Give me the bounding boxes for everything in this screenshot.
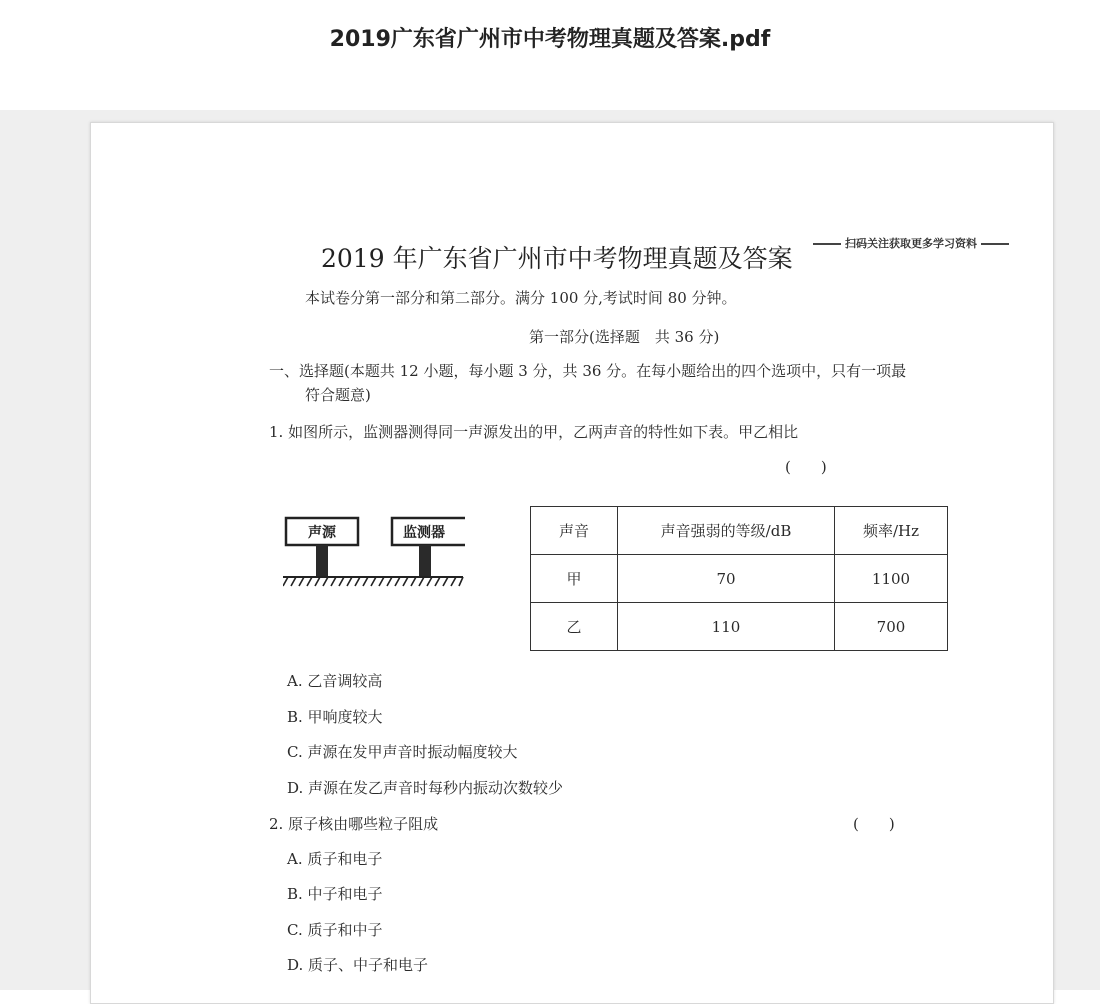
title-bar bbox=[0, 0, 1100, 110]
watermark: 扫码关注获取更多学习资料 bbox=[809, 235, 1013, 251]
part-heading: 第一部分(选择题 共 36 分) bbox=[529, 328, 720, 346]
document-title: 2019广东省广州市中考物理真题及答案.pdf bbox=[329, 27, 771, 52]
monitor-label: 监测器 bbox=[403, 525, 445, 541]
table-cell: 甲 bbox=[531, 555, 618, 603]
section-instructions-line1: 一、选择题(本题共 12 小题，每小题 3 分，共 36 分。在每小题给出的四个选项中，只有一项最 bbox=[269, 362, 907, 380]
table-cell: 70 bbox=[618, 555, 835, 603]
question-2-stem: 2. 原子核由哪些粒子阻成 bbox=[269, 815, 439, 833]
question-2-option-a: A. 质子和电子 bbox=[287, 850, 383, 868]
question-2-option-d: D. 质子、中子和电子 bbox=[287, 956, 429, 974]
question-1-answer-blank: ( ) bbox=[785, 458, 827, 476]
question-1-option-c: C. 声源在发甲声音时振动幅度较大 bbox=[287, 743, 518, 761]
table-cell: 1100 bbox=[835, 555, 948, 603]
table-header-cell: 声音强弱的等级/dB bbox=[618, 507, 835, 555]
table-cell: 110 bbox=[618, 603, 835, 651]
section-instructions-line2: 符合题意) bbox=[305, 386, 371, 404]
question-1-option-d: D. 声源在发乙声音时每秒内振动次数较少 bbox=[287, 779, 564, 797]
question-2-option-c: C. 质子和中子 bbox=[287, 921, 383, 939]
question-2-answer-blank: ( ) bbox=[853, 815, 895, 833]
pdf-page bbox=[90, 122, 1054, 1004]
table-header-cell: 频率/Hz bbox=[835, 507, 948, 555]
sound-properties-table bbox=[530, 506, 948, 651]
table-cell: 700 bbox=[835, 603, 948, 651]
table-header-cell: 声音 bbox=[531, 507, 618, 555]
exam-title: 2019 年广东省广州市中考物理真题及答案 bbox=[321, 244, 793, 273]
ground-hatching bbox=[283, 577, 463, 586]
question-1-stem: 1. 如图所示，监测器测得同一声源发出的甲，乙两声音的特性如下表。甲乙相比 bbox=[269, 423, 799, 441]
question-1-option-b: B. 甲响度较大 bbox=[287, 708, 383, 726]
table-cell: 乙 bbox=[531, 603, 618, 651]
sound-source-monitor-figure bbox=[283, 513, 465, 588]
question-1-option-a: A. 乙音调较高 bbox=[287, 672, 383, 690]
table-row bbox=[531, 555, 948, 603]
question-2-option-b: B. 中子和电子 bbox=[287, 885, 383, 903]
sound-source-label: 声源 bbox=[308, 525, 336, 541]
table-header-row bbox=[531, 507, 948, 555]
exam-intro: 本试卷分第一部分和第二部分。满分 100 分,考试时间 80 分钟。 bbox=[305, 289, 737, 307]
table-row bbox=[531, 603, 948, 651]
pdf-viewer[interactable] bbox=[0, 110, 1100, 990]
